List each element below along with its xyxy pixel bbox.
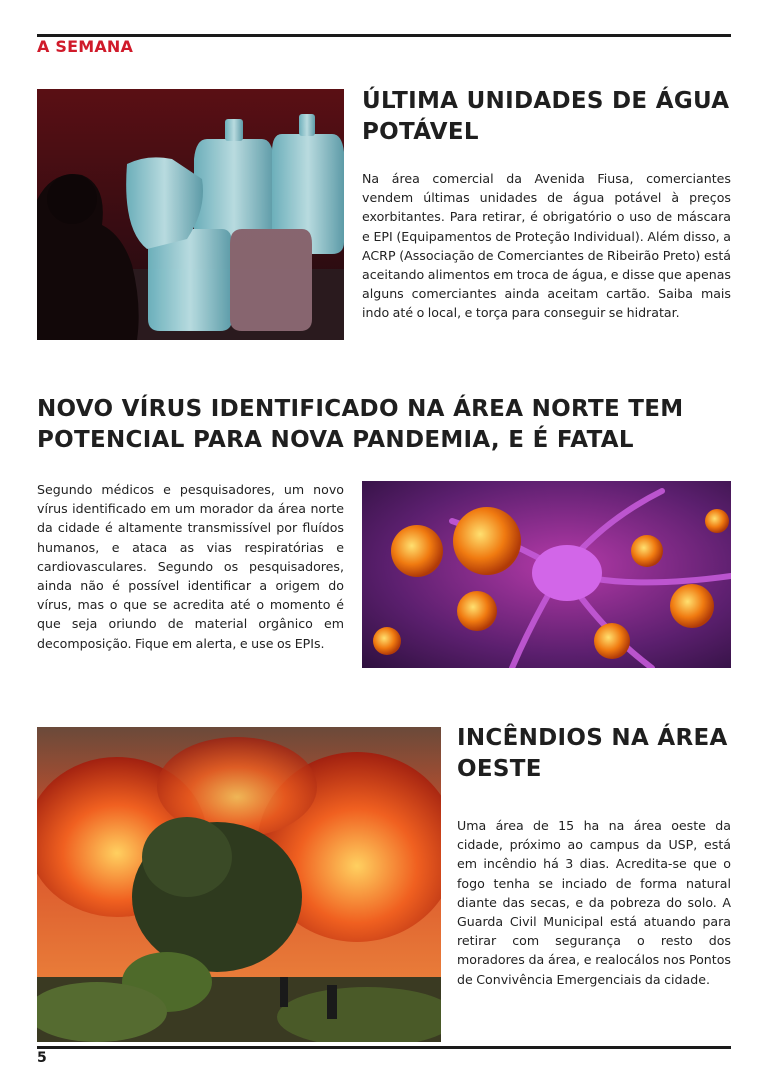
top-rule [37,34,731,37]
article-3-headline: INCÊNDIOS NA ÁREA OESTE [457,725,728,782]
virus-illustration [362,481,731,668]
water-jugs-photo [37,89,344,340]
article-2-headline: NOVO VÍRUS IDENTIFICADO NA ÁREA NORTE TEM POTENCIAL PARA NOVA PANDEMIA, E É FATAL [37,396,684,453]
article-1-headline: ÚLTIMA UNIDADES DE ÁGUA POTÁVEL [362,88,730,145]
forest-fire-photo [37,727,441,1042]
article-3-body: Uma área de 15 ha na área oeste da cidade, próximo ao campus da USP, está em incêndio há 3 dias. Acredita-se que o fogo tenha se inciado de forma natural diante das secas, e da pobreza do solo. A Guarda Civil Municipal está atuando para retirar com segurança o resto dos moradores da área, e realocálos nos Pontos de Convivência Emergenciais da cidade. [457,818,731,987]
bottom-rule [37,1046,731,1049]
article-1-body: Na área comercial da Avenida Fiusa, comerciantes vendem últimas unidades de água potável à preços exorbitantes. Para retirar, é obrigatório o uso de máscara e EPI (Equipamentos de Proteção Individual). Além disso, a ACRP (Associação de Comerciantes de Ribeirão Preto) está aceitando alimentos em troca de água, e disse que apenas alguns comerciantes ainda aceitam cartão. Saiba mais indo até o local, e torça para conseguir se hidratar. [362,171,731,321]
page-number: 5 [37,1050,47,1066]
article-2-body: Segundo médicos e pesquisadores, um novo vírus identificado em um morador da área norte da cidade é altamente transmissível por fluídos humanos, e ataca as vias respiratórias e cardiovasculares. Segundo os pesquisadores, ainda não é possível identificar a origem do vírus, mas o que se acredita até o momento é que seja oriundo de material orgânico em decomposição. Fique em alerta, e use os EPIs. [37,482,344,651]
section-label: A SEMANA [37,37,134,56]
